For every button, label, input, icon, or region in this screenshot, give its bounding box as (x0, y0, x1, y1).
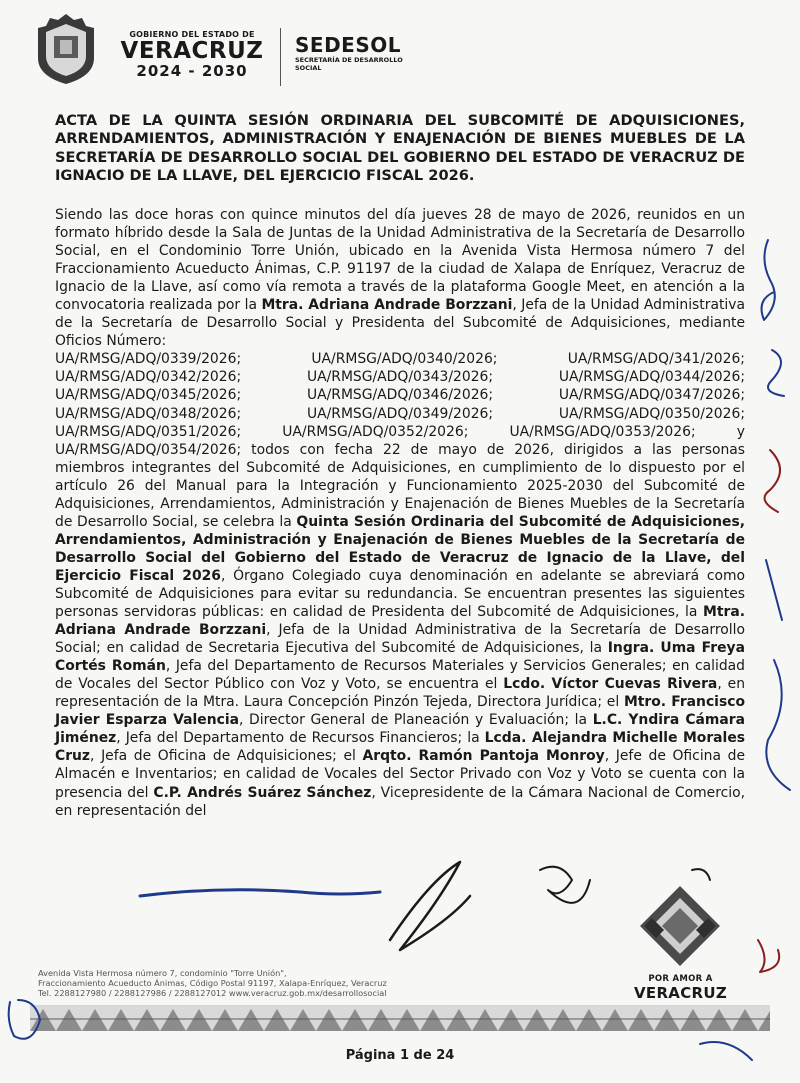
body-paragraph-1 (55, 206, 745, 350)
oficio-number: UA/RMSG/ADQ/0346/2026; (306, 387, 494, 404)
body-bold: Lcda. Alejandra Michelle Morales Cruz (55, 730, 746, 765)
header (30, 12, 430, 88)
body-bold: Ingra. Uma Freya Cortés Román (55, 640, 745, 675)
oficio-number: UA/RMSG/ADQ/0348/2026; (55, 405, 242, 422)
oficio-number: UA/RMSG/ADQ/0339/2026; (55, 351, 242, 368)
signature-mark (140, 890, 380, 896)
address-line-1: Avenida Vista Hermosa número 7, condominio "Torre Unión", (38, 968, 287, 978)
body-text: , Vicepresidente de la Cámara Nacional de Comercio, en representación del (55, 784, 746, 819)
gov-line-2: VERACRUZ (120, 38, 264, 64)
signature-mark (762, 240, 775, 320)
gov-line-3: 2024 - 2030 (136, 62, 248, 80)
body-bold: Lcdo. Víctor Cuevas Rivera (503, 676, 718, 693)
por-amor-a-veracruz-logo (628, 878, 733, 1002)
oficio-number: UA/RMSG/ADQ/0349/2026; (306, 405, 494, 422)
oficio-number: UA/RMSG/ADQ/341/2026; (567, 351, 745, 368)
document-title: ACTA DE LA QUINTA SESIÓN ORDINARIA DEL SUBCOMITÉ DE ADQUISICIONES, ARRENDAMIENTOS, ADMINISTRACIÓN Y ENAJENACIÓN DE BIENES MUEBLES DE LA SECRETARÍA DE DESARROLLO SOCIAL DEL GOBIERNO DEL ESTADO DE VERACRUZ DE IGNACIO DE LA LLAVE, DEL EJERCICIO FISCAL 2026. (55, 112, 745, 185)
gov-line-1: GOBIERNO DEL ESTADO DE (129, 30, 255, 39)
oficio-row (55, 386, 745, 404)
header-divider (280, 28, 281, 86)
oficio-number: UA/RMSG/ADQ/0347/2026; (558, 387, 745, 404)
signature-mark (390, 862, 470, 950)
oficio-number: UA/RMSG/ADQ/0343/2026; (306, 369, 494, 386)
body-text: , Jefa de la Unidad Administrativa de la Secretaría de Desarrollo Social; en calidad de Secretaria Ejecutiva del Subcomité de Adquisiciones, la (55, 622, 745, 657)
body-text: , en representación de la Mtra. Laura Concepción Pinzón Tejeda, Directora Jurídica; el (55, 676, 745, 711)
oficio-conjunction: y (736, 423, 745, 440)
body-paragraph-2 (55, 441, 745, 820)
government-logo-text (112, 30, 272, 80)
oficio-row (55, 423, 745, 441)
oficio-number: UA/RMSG/ADQ/0342/2026; (55, 369, 242, 386)
sedesol-title: SEDESOL (295, 33, 401, 57)
oficio-number: UA/RMSG/ADQ/0344/2026; (558, 369, 745, 386)
oficio-number: UA/RMSG/ADQ/0351/2026; (55, 423, 242, 440)
body-bold: Mtro. Francisco Javier Esparza Valencia (55, 694, 745, 729)
signature-mark (766, 660, 790, 790)
footer-address (38, 968, 458, 999)
sedesol-subtitle-1: SECRETARÍA DE DESARROLLO (295, 56, 403, 64)
document-body (55, 206, 745, 820)
oficio-row (55, 350, 745, 368)
sedesol-subtitle-2: SOCIAL (295, 64, 322, 72)
oficio-number: UA/RMSG/ADQ/0350/2026; (558, 405, 745, 422)
body-text: , Jefa del Departamento de Recursos Materiales y Servicios Generales; en calidad de Vocales del Sector Público con Voz y Voto, se encuentra el (55, 658, 745, 693)
signature-mark (765, 450, 780, 512)
body-text: , Director General de Planeación y Evaluación; la (238, 712, 593, 729)
oficio-number: UA/RMSG/ADQ/0345/2026; (55, 387, 242, 404)
body-bold: Arqto. Ramón Pantoja Monroy (362, 748, 605, 765)
oficio-row (55, 405, 745, 423)
decorative-pattern-strip (30, 1005, 770, 1031)
oficio-number: UA/RMSG/ADQ/0352/2026; (282, 423, 469, 440)
page-number: Página 1 de 24 (345, 1048, 455, 1063)
state-seal-icon (30, 12, 102, 86)
signature-mark (768, 350, 784, 396)
body-bold: L.C. Yndira Cámara Jiménez (55, 712, 745, 747)
body-bold: Mtra. Adriana Andrade Borzzani (261, 297, 513, 314)
signature-mark (540, 867, 590, 903)
body-bold: Quinta Sesión Ordinaria del Subcomité de Adquisiciones, Arrendamientos, Administración y Enajenación de Bienes Muebles de la Secretaría de Desarrollo Social del Gobierno del Estado de Veracruz de Ignacio de la Llave, del Ejercicio Fiscal 2026 (55, 513, 745, 584)
body-text: Siendo las doce horas con quince minutos del día jueves 28 de mayo de 2026, reunidos en un formato híbrido desde la Sala de Juntas de la Unidad Administrativa de la Secretaría de Desarrollo Social, en el Condominio Torre Unión, ubicado en la Avenida Vista Hermosa número 7 del Fraccionamiento Acueducto Ánimas, C.P. 91197 de la ciudad de Xalapa de Enríquez, Veracruz de Ignacio de la Llave, así como vía remota a través de la plataforma Google Meet, en atención a la convocatoria realizada por la (55, 207, 745, 314)
oficio-number: UA/RMSG/ADQ/0340/2026; (311, 351, 498, 368)
sedesol-logo (295, 34, 403, 72)
body-text: , Órgano Colegiado cuya denominación en adelante se abreviará como Subcomité de Adquisiciones para evitar su redundancia. Se encuentran presentes las siguientes personas servidoras públicas: en calidad de Presidenta del Subcomité de Adquisiciones, la (55, 567, 745, 621)
oficio-number: UA/RMSG/ADQ/0353/2026; (509, 423, 696, 440)
body-text: UA/RMSG/ADQ/0354/2026; todos con fecha 22 de mayo de 2026, dirigidos a las personas miembros integrantes del Subcomité de Adquisiciones, en cumplimiento de lo dispuesto por el artículo 26 del Manual para la Integración y Funcionamiento 2025-2030 del Subcomité de Adquisiciones, Arrendamientos, Administración y Enajenación de Bienes Muebles de la Secretaría de Desarrollo Social, se celebra la (55, 441, 745, 530)
body-text: , Jefa del Departamento de Recursos Financieros; la (116, 730, 485, 747)
oficio-row (55, 368, 745, 386)
amor-line-2: VERACRUZ (633, 984, 728, 1002)
address-line-2: Fraccionamiento Acueducto Ánimas, Código Postal 91197, Xalapa-Enríquez, Veracruz (38, 978, 387, 989)
body-text: , Jefe de Oficina de Almacén e Inventarios; en calidad de Vocales del Sector Privado con Voz y Voto se cuenta con la presencia del (55, 748, 745, 801)
signature-mark (758, 940, 779, 972)
body-bold: Mtra. Adriana Andrade Borzzani (55, 604, 745, 639)
body-bold: C.P. Andrés Suárez Sánchez (153, 784, 372, 801)
diamond-emblem-icon (628, 878, 733, 974)
address-line-3: Tel. 2288127980 / 2288127986 / 2288127012 www.veracruz.gob.mx/desarrollosocial (38, 988, 387, 999)
signature-mark (766, 560, 782, 620)
body-text: , Jefa de la Unidad Administrativa de la Secretaría de Desarrollo Social y Presidenta del Subcomité de Adquisiciones, mediante Oficios Número: (55, 297, 745, 350)
body-text: , Jefa de Oficina de Adquisiciones; el (90, 748, 363, 765)
amor-line-1: POR AMOR A (648, 974, 713, 984)
